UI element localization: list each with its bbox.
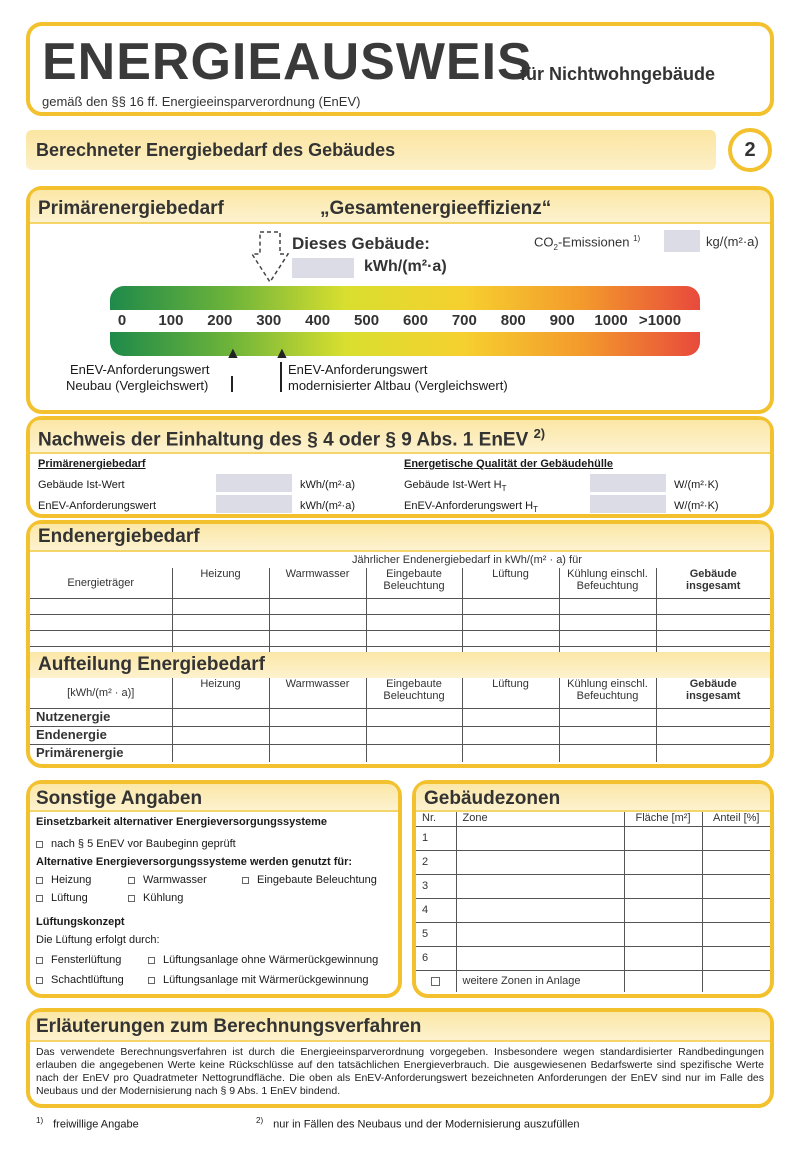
compliance-right-row1 [404, 479, 507, 493]
final-energy-group-header-row [30, 554, 770, 568]
option-schachtlueftung[interactable] [36, 974, 124, 986]
final-energy-group-header: Jährlicher Endenergiebedarf in kWh/(m² · a) für [352, 554, 582, 566]
final-energy-box [26, 520, 774, 768]
table-cell[interactable] [656, 744, 770, 762]
compliance-left-unit1: kWh/(m²·a) [300, 479, 355, 491]
col-kuehlung-label: Kühlung einschl. [567, 568, 648, 580]
primary-energy-title2: „Gesamtenergieeffizienz“ [320, 198, 552, 219]
building-actual-value-field[interactable] [216, 474, 292, 492]
table-cell[interactable] [172, 726, 269, 744]
dist-col-total-label2: insgesamt [686, 690, 741, 702]
document-title-suffix: für Nichtwohngebäude [520, 64, 715, 84]
page-number: 2 [744, 139, 756, 161]
compliance-right-unit2: W/(m²·K) [674, 500, 719, 512]
dist-col-lueftung-label: Lüftung [492, 678, 529, 690]
table-cell[interactable] [656, 614, 770, 630]
table-cell[interactable] [624, 922, 702, 946]
section-bar [26, 130, 716, 170]
table-cell[interactable] [172, 630, 269, 646]
scale-label: 0 [117, 312, 127, 329]
compliance-box [26, 416, 774, 518]
table-cell[interactable] [366, 630, 462, 646]
table-cell[interactable] [702, 946, 770, 970]
zones-head-flaeche: Fläche [m²] [624, 812, 702, 826]
checkbox[interactable] [36, 841, 43, 848]
header-box [26, 22, 774, 116]
option-lueftung-label: Lüftung [51, 892, 88, 904]
table-cell[interactable] [559, 744, 656, 762]
building-marker-arrow-icon [250, 230, 290, 286]
option-anlage-mit[interactable] [148, 974, 368, 986]
option-fensterlueftung[interactable] [36, 954, 121, 966]
scale-label: 800 [500, 312, 526, 329]
checkbox[interactable] [36, 957, 43, 964]
other-info-intro3: Die Lüftung erfolgt durch: [36, 934, 160, 946]
table-cell[interactable] [559, 630, 656, 646]
table-cell[interactable] [624, 850, 702, 874]
dist-col-heizung-label: Heizung [200, 678, 241, 690]
option-heizung[interactable] [36, 874, 91, 886]
dist-col-heizung [172, 678, 269, 708]
table-cell[interactable] [624, 874, 702, 898]
req-new-text-line2: Neubau (Vergleichswert) [66, 378, 209, 393]
co2-footnote: 1) [633, 234, 641, 243]
table-cell[interactable] [456, 898, 624, 922]
final-energy-first-col [30, 568, 172, 598]
zone-number: 2 [416, 850, 456, 874]
table-cell[interactable] [456, 850, 624, 874]
table-cell[interactable] [656, 630, 770, 646]
table-cell[interactable] [624, 946, 702, 970]
compliance-title [38, 426, 545, 451]
zone-number: 4 [416, 898, 456, 922]
table-cell[interactable] [559, 598, 656, 614]
energy-scale-labels [110, 310, 700, 332]
option-anlage-ohne-label: Lüftungsanlage ohne Wärmerückgewinnung [163, 954, 379, 966]
req-old-text-line1: EnEV-Anforderungswert [288, 362, 428, 377]
distribution-first-col-label: [kWh/(m² · a)] [67, 686, 135, 699]
compliance-title-text: Nachweis der Einhaltung des § 4 oder § 9 Abs. 1 EnEV [38, 429, 529, 451]
scale-label: 500 [354, 312, 380, 329]
zone-number: 5 [416, 922, 456, 946]
zones-header-row [416, 812, 770, 826]
table-cell[interactable] [30, 630, 172, 646]
footnote-2-text: nur in Fällen des Neubaus und der Modernisierung auszufüllen [273, 1118, 580, 1131]
option-lueftung[interactable] [36, 892, 88, 904]
compliance-left-row2: EnEV-Anforderungswert [38, 500, 157, 512]
zones-more-checkbox-cell[interactable] [416, 970, 456, 992]
co2-label [534, 234, 640, 252]
option-anlage-ohne[interactable] [148, 954, 378, 966]
table-cell[interactable] [366, 598, 462, 614]
table-cell[interactable] [172, 744, 269, 762]
scale-label: 600 [402, 312, 428, 329]
dist-col-kuehlung-label2: Befeuchtung [576, 690, 639, 702]
table-cell[interactable] [269, 744, 366, 762]
table-cell[interactable] [269, 598, 366, 614]
footnote-2 [256, 1116, 579, 1131]
other-info-head2: Alternative Energieversorgungssysteme werden genutzt für: [36, 856, 353, 868]
table-cell[interactable] [269, 614, 366, 630]
table-cell[interactable] [462, 614, 559, 630]
checkbox[interactable] [36, 877, 43, 884]
table-row [30, 614, 770, 630]
table-cell[interactable] [462, 630, 559, 646]
zone-number: 3 [416, 874, 456, 898]
dist-col-warmwasser-label: Warmwasser [285, 678, 350, 690]
dist-col-lueftung [462, 678, 559, 708]
table-row [416, 874, 770, 898]
compliance-right-row2-sub: T [533, 505, 538, 515]
other-info-box [26, 780, 402, 998]
row-label-endenergie: Endenergie [30, 726, 172, 744]
table-cell[interactable] [172, 708, 269, 726]
col-beleuchtung-label2: Beleuchtung [383, 580, 445, 592]
zone-number: 6 [416, 946, 456, 970]
co2-value-field[interactable] [664, 230, 700, 252]
co2-prefix: CO [534, 234, 554, 250]
option-warmwasser[interactable] [128, 874, 207, 886]
compliance-right-row2 [404, 500, 538, 514]
zones-head-nr: Nr. [416, 812, 456, 826]
table-cell[interactable] [702, 826, 770, 850]
col-total-label: Gebäude [689, 568, 737, 580]
table-cell[interactable] [366, 614, 462, 630]
table-cell[interactable] [456, 946, 624, 970]
req-new-marker-icon: ▲ [225, 345, 241, 362]
final-energy-column-header-row [30, 568, 770, 598]
table-cell[interactable] [172, 614, 269, 630]
dist-col-warmwasser [269, 678, 366, 708]
row-label-nutzenergie: Nutzenergie [30, 708, 172, 726]
checkbox[interactable] [128, 877, 135, 884]
table-cell[interactable] [559, 708, 656, 726]
scale-label: 1000 [594, 312, 628, 329]
table-cell[interactable] [30, 614, 172, 630]
checkbox[interactable] [148, 957, 155, 964]
option-beleuchtung-label: Eingebaute Beleuchtung [257, 874, 377, 886]
envelope-requirement-value-field[interactable] [590, 495, 666, 513]
dist-col-kuehlung [559, 678, 656, 708]
scale-label: 400 [305, 312, 331, 329]
primary-energy-title: Primärenergiebedarf [38, 198, 224, 219]
zone-number: 1 [416, 826, 456, 850]
table-cell[interactable] [559, 726, 656, 744]
distribution-first-col [30, 678, 172, 708]
table-cell[interactable] [559, 614, 656, 630]
table-cell[interactable] [30, 598, 172, 614]
table-row [416, 826, 770, 850]
other-info-title: Sonstige Angaben [36, 788, 203, 809]
building-zones-title: Gebäudezonen [424, 788, 561, 809]
table-cell[interactable] [269, 726, 366, 744]
table-row [30, 630, 770, 646]
compliance-left-head: Primärenergiebedarf [38, 458, 146, 470]
req-old-text-line2: modernisierter Altbau (Vergleichswert) [288, 378, 508, 393]
other-info-head3: Lüftungskonzept [36, 916, 125, 928]
zones-more-label: weitere Zonen in Anlage [456, 970, 624, 992]
building-zones-table [416, 812, 770, 992]
building-zones-box [412, 780, 774, 998]
final-energy-col-total [656, 568, 770, 598]
req-old-tick [280, 362, 282, 392]
scale-label: >1000 [638, 312, 682, 329]
table-cell[interactable] [702, 922, 770, 946]
checkbox[interactable] [36, 977, 43, 984]
table-cell[interactable] [624, 826, 702, 850]
table-cell[interactable] [269, 708, 366, 726]
document-title: ENERGIEAUSWEIS [42, 33, 533, 91]
footnote-1-mark: 1) [36, 1116, 44, 1125]
table-cell[interactable] [456, 826, 624, 850]
compliance-right-row2-text: EnEV-Anforderungswert H [404, 500, 534, 512]
table-cell[interactable] [366, 744, 462, 762]
co2-unit: kg/(m²·a) [706, 234, 759, 249]
table-cell[interactable] [269, 630, 366, 646]
option-warmwasser-label: Warmwasser [143, 874, 207, 886]
table-cell[interactable] [462, 744, 559, 762]
explanation-text: Das verwendete Berechnungsverfahren ist durch die Energieeinsparverordnung vorgegeben. Insbesondere wegen standardisierter Randbedingungen erlauben die angegebenen Werte keine Rückschlüsse auf den tatsächlichen Energieverbrauch. Die ausgewiesenen Bedarfswerte sind spezifische Werte nach der EnEV pro Quadratmeter Nettogrundfläche. Die oben als EnEV-Anforderungswert bezeichneten Anforderungen der EnEV sind nur im Falle des Neubaus und der Modernisierung nach § 9 Abs. 1 EnEV bindend. [36, 1046, 764, 1097]
table-row [30, 726, 770, 744]
table-cell[interactable] [456, 874, 624, 898]
option-geprueft-label: nach § 5 EnEV vor Baubeginn geprüft [51, 838, 236, 850]
dist-col-total-label: Gebäude [689, 678, 737, 690]
table-cell[interactable] [624, 970, 702, 992]
table-cell[interactable] [702, 898, 770, 922]
this-building-label: Dieses Gebäude: [292, 234, 430, 253]
final-energy-col-warmwasser [269, 568, 366, 598]
this-building-value-field[interactable] [292, 258, 354, 278]
compliance-right-unit1: W/(m²·K) [674, 479, 719, 491]
table-cell[interactable] [624, 898, 702, 922]
req-new-text-line1: EnEV-Anforderungswert [70, 362, 210, 377]
distribution-table [30, 678, 770, 762]
col-lueftung-label: Lüftung [492, 568, 529, 580]
other-info-head1: Einsetzbarkeit alternativer Energieversorgungssysteme [36, 816, 328, 828]
footnote-2-mark: 2) [256, 1116, 264, 1125]
primary-energy-box [26, 186, 774, 414]
compliance-footnote: 2) [533, 426, 546, 441]
footnote-1-text: freiwillige Angabe [53, 1118, 139, 1131]
table-row [416, 850, 770, 874]
col-heizung-label: Heizung [200, 568, 241, 580]
dist-col-kuehlung-label: Kühlung einschl. [567, 678, 648, 690]
table-cell[interactable] [172, 598, 269, 614]
compliance-left-unit2: kWh/(m²·a) [300, 500, 355, 512]
option-kuehlung[interactable] [128, 892, 183, 904]
option-anlage-mit-label: Lüftungsanlage mit Wärmerückgewinnung [163, 974, 369, 986]
zones-head-anteil: Anteil [%] [702, 812, 770, 826]
section-bar-title: Berechneter Energiebedarf des Gebäudes [36, 140, 396, 160]
compliance-right-row1-text: Gebäude Ist-Wert H [404, 479, 502, 491]
table-cell[interactable] [656, 708, 770, 726]
table-cell[interactable] [656, 598, 770, 614]
checkbox[interactable] [431, 977, 440, 986]
option-heizung-label: Heizung [51, 874, 92, 886]
final-energy-table [30, 554, 770, 663]
distribution-title: Aufteilung Energiebedarf [38, 654, 265, 675]
option-beleuchtung[interactable] [242, 874, 377, 886]
table-cell[interactable] [702, 874, 770, 898]
final-energy-title: Endenergiebedarf [38, 526, 200, 547]
table-row [416, 898, 770, 922]
table-row [30, 744, 770, 762]
option-geprueft[interactable] [36, 838, 236, 850]
table-cell[interactable] [702, 850, 770, 874]
dist-col-beleuchtung-label2: Beleuchtung [383, 690, 445, 702]
energy-scale-bar [110, 286, 700, 356]
envelope-actual-value-field[interactable] [590, 474, 666, 492]
table-row [30, 598, 770, 614]
final-energy-group-empty [30, 554, 172, 568]
col-warmwasser-label: Warmwasser [285, 568, 350, 580]
distribution-header-row [30, 678, 770, 708]
checkbox[interactable] [128, 895, 135, 902]
scale-label: 700 [451, 312, 477, 329]
zones-head-zone: Zone [456, 812, 624, 826]
table-cell[interactable] [366, 726, 462, 744]
checkbox[interactable] [148, 977, 155, 984]
co2-suffix: -Emissionen [557, 234, 630, 250]
explanation-title: Erläuterungen zum Berechnungsverfahren [36, 1016, 422, 1037]
dist-col-total [656, 678, 770, 708]
scale-label: 100 [158, 312, 184, 329]
scale-label: 900 [549, 312, 575, 329]
table-cell[interactable] [462, 708, 559, 726]
req-old-marker-icon: ▲ [274, 345, 290, 362]
option-fensterlueftung-label: Fensterlüftung [51, 954, 122, 966]
table-cell[interactable] [656, 726, 770, 744]
final-energy-col-beleuchtung [366, 568, 462, 598]
final-energy-col-kuehlung [559, 568, 656, 598]
final-energy-col-lueftung [462, 568, 559, 598]
this-building-unit: kWh/(m²·a) [364, 258, 447, 275]
scale-label: 200 [207, 312, 233, 329]
col-beleuchtung-label: Eingebaute [386, 568, 442, 580]
option-schachtlueftung-label: Schachtlüftung [51, 974, 124, 986]
compliance-right-head: Energetische Qualität der Gebäudehülle [404, 458, 614, 470]
table-row [416, 946, 770, 970]
final-energy-col-heizung [172, 568, 269, 598]
compliance-right-row1-sub: T [501, 484, 507, 494]
zones-body [416, 826, 770, 970]
checkbox[interactable] [36, 895, 43, 902]
co2-sub: 2 [553, 242, 558, 252]
table-cell[interactable] [456, 922, 624, 946]
checkbox[interactable] [242, 877, 249, 884]
scale-label: 300 [256, 312, 282, 329]
table-row [416, 922, 770, 946]
col-total-label2: insgesamt [686, 580, 741, 592]
table-cell[interactable] [366, 708, 462, 726]
table-cell[interactable] [462, 598, 559, 614]
col-kuehlung-label2: Befeuchtung [576, 580, 639, 592]
final-energy-first-col-label: Energieträger [67, 576, 135, 589]
document-subtitle: gemäß den §§ 16 ff. Energieeinsparverordnung (EnEV) [42, 94, 361, 109]
page-number-badge [728, 128, 772, 172]
requirement-value-field[interactable] [216, 495, 292, 513]
table-row [30, 708, 770, 726]
compliance-left-row1: Gebäude Ist-Wert [38, 479, 125, 491]
footnote-1 [36, 1116, 139, 1131]
dist-col-beleuchtung-label: Eingebaute [386, 678, 442, 690]
option-kuehlung-label: Kühlung [143, 892, 184, 904]
zones-more-row [416, 970, 770, 992]
table-cell[interactable] [702, 970, 770, 992]
dist-col-beleuchtung [366, 678, 462, 708]
req-new-tick [231, 376, 233, 392]
table-cell[interactable] [462, 726, 559, 744]
explanation-box [26, 1008, 774, 1108]
row-label-primaerenergie: Primärenergie [36, 744, 124, 760]
